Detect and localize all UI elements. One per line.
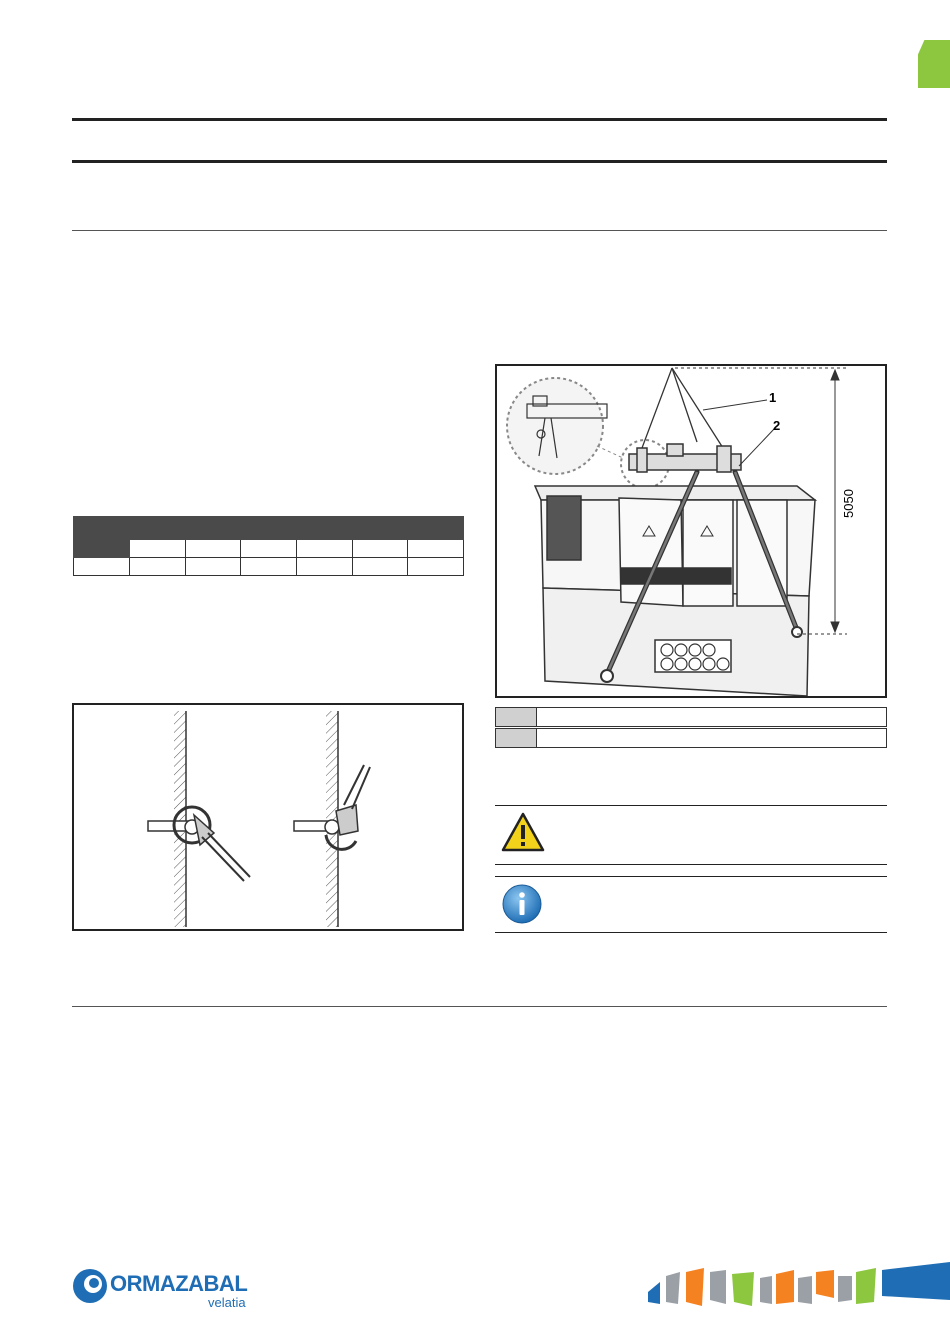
brand-name: ORMAZABAL [110,1271,248,1296]
detail-circle [507,378,603,474]
table-subheader [185,540,241,558]
header-rule-bottom [72,160,887,163]
table-subheader [241,540,297,558]
spreader-beam [629,444,741,472]
callout-1: 1 [769,390,777,405]
table-subheader [130,540,186,558]
legend-value [537,729,886,747]
footer-decoration [648,1262,950,1312]
dimension-label: 5050 [841,489,856,518]
lifting-diagram [497,366,885,696]
header-rule-top [72,118,887,121]
sling-shackle [792,627,802,637]
brand-sub: velatia [208,1295,246,1310]
warning-triangle-icon [501,812,545,852]
table-cell [408,558,464,576]
callout-2: 2 [773,418,781,433]
table-header-span [130,517,464,540]
section-rule [72,230,887,231]
hook-left [148,807,250,881]
warning-notice [495,805,887,865]
footer-rule [72,1006,887,1007]
table-header-cell [74,517,130,558]
hook-figure [72,703,464,931]
callout-leader-1 [703,400,767,410]
ormazabal-logo-icon [72,1268,108,1304]
corner-tab [918,40,950,88]
table-cell [74,558,130,576]
sling-shackle [601,670,613,682]
weight-table [73,516,464,576]
hook-diagram [74,705,462,929]
callout-leader-2 [739,428,775,466]
table-subheader [408,540,464,558]
table-cell [241,558,297,576]
lifting-figure [495,364,887,698]
top-chains [642,368,723,448]
table-cell [130,558,186,576]
legend-value [537,708,886,726]
table-cell [352,558,408,576]
info-circle-icon [501,883,543,925]
legend-key [496,729,537,747]
brand-logo [72,1266,272,1316]
table-subheader [296,540,352,558]
table-subheader [352,540,408,558]
legend-key [496,708,537,726]
detail-leader [597,446,623,458]
table-cell [185,558,241,576]
legend-row [495,707,887,727]
info-notice [495,876,887,933]
wall-hatch-right [326,711,338,927]
legend-row [495,728,887,748]
table-cell [296,558,352,576]
